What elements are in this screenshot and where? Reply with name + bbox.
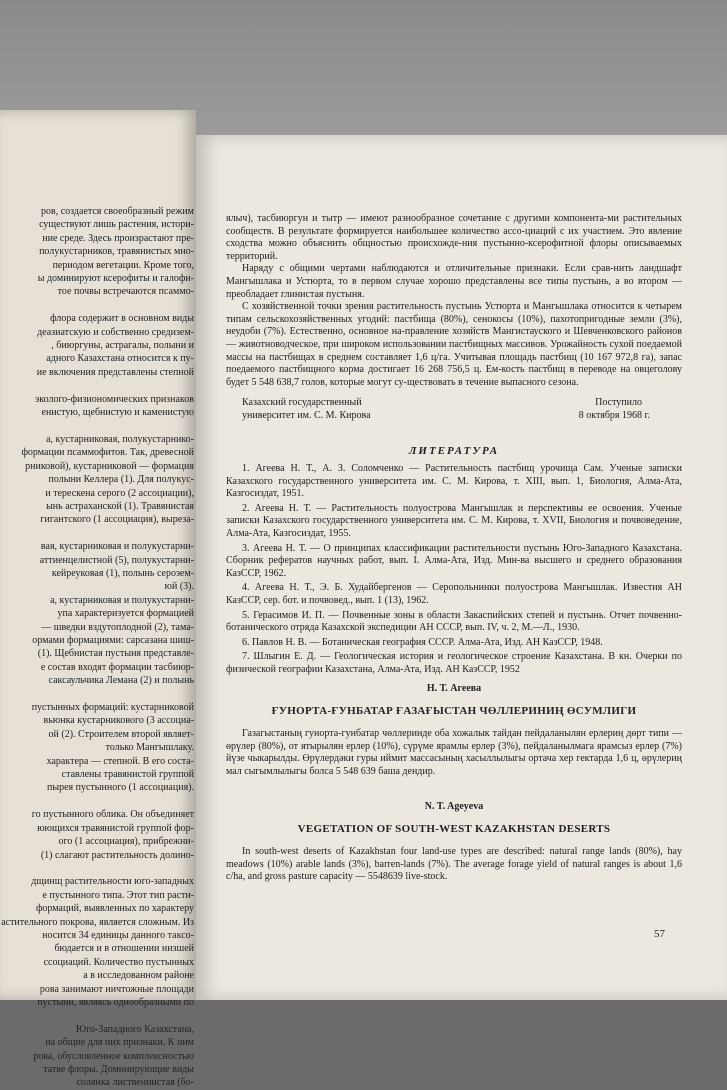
left-column-line: периодом вегетации. Кроме того, xyxy=(52,259,194,271)
left-column-line: и терескена серого (2 ассоциации), xyxy=(45,487,194,499)
right-page xyxy=(196,135,727,1000)
left-column-line xyxy=(0,420,194,433)
left-column-line: пырея пустынного (1 ассоциация). xyxy=(47,782,194,794)
english-author: N. T. Ageyeva xyxy=(424,801,484,812)
left-column-line: астительного покрова, является сложным. Из xyxy=(1,916,194,928)
left-column-line: характера — степной. В его соста- xyxy=(46,755,194,767)
english-title: VEGETATION OF SOUTH-WEST KAZAKHSTAN DESERTS xyxy=(297,823,611,835)
article-ending xyxy=(226,213,682,389)
left-column-line xyxy=(0,1009,194,1022)
left-column-line: е состав входят формации тасбиюр- xyxy=(40,661,194,673)
left-column-line: формаций, выявленных по характеру xyxy=(35,903,194,915)
left-column-line: кейреуковая (1), полынь серозем- xyxy=(51,567,194,579)
left-column-line: гигантского (1 ассоциация), выреза- xyxy=(40,514,194,526)
reference-item: 6. Павлов Н. В. — Ботаническая география СССР. Алма-Ата, Изд. АН КазССР, 1948. xyxy=(242,636,603,648)
left-column-line: ого (1 ассоциация), прибрежни- xyxy=(58,836,194,848)
page-number: 57 xyxy=(654,928,665,940)
received-line-2: 8 октября 1968 г. xyxy=(578,409,650,421)
left-column-line: полыни Келлера (1). Для полукус- xyxy=(48,474,194,486)
left-page xyxy=(0,110,196,1089)
left-column-line: юй (3). xyxy=(164,581,194,593)
left-column-line: юющихся травянистой группой фор- xyxy=(37,822,194,834)
left-column-line: ие включения представлены степной xyxy=(36,366,194,378)
reference-item: 7. Шлыгин Е. Д. — Геологическая история и геологическое строение Казахстана. В кн. Очерки по физической географии Казахстана, Алма-Ата, Изд. АН КазССР, 1952 xyxy=(226,651,682,675)
reference-item: 1. Агеева Н. Т., А. З. Соломченко — Растительность пастбищ урочища Сам. Ученые записки Казахского государственного университета им. С. М. Кирова, т. XIII, вып. 1, Биология, Алма-Ата, Казгосиздат, 1951. xyxy=(226,463,682,500)
reference-item: 4. Агеева Н. Т., Э. Б. Худайбергенов — Серопольнинки полуострова Мангышлак. Известия АН КазССР, сер. бот. и почвовед., вып. 1 (13), 1962. xyxy=(226,582,682,606)
literature-heading: ЛИТЕРАТУРА xyxy=(408,445,500,457)
left-column-line: ссоциаций. Количество пустынных xyxy=(43,956,194,968)
left-column-line: ставлены травянистой группой xyxy=(61,769,194,781)
left-column-line: полукустарников, травянистых мно- xyxy=(39,246,194,258)
left-column-line: — шведки вздутоплодной (2), тама- xyxy=(41,621,194,633)
kazakh-summary: Газагыстаның гунорта-гунбатар чөллеринде оба хожалык тайдан пейдаланылян ерлериң дөрт типи — өрүлер (80%), от ятырылян ерлер (10%), сүрүме ярамлы ерлер (3%), пейдаланылмага ярамсыз ерлер (7%) йүзе чыкарылды. Өрүлердәки гуры иймит массасының хасыллылыгы ортача хер гектарда 1,6 ц, өрүлериң мал сыгымлылыгы болса 5 548 639 баша дендир. xyxy=(226,728,682,777)
left-column-line xyxy=(0,862,194,875)
left-column-line: пустынных формаций: кустарниковой xyxy=(31,702,194,714)
paragraph-1: ялыч), тасбиюргун и тытр — имеют разнообразное сочетание с другими компонента-ми растительных сообществ. В результате формируется наибольшее количество ассо-циаций с их участием. Это явление сходства можно объяснить общностью происхожде-ния пустынно-ксерофитной флоры описываемых территорий. xyxy=(226,213,682,262)
english-summary: In south-west deserts of Kazakhstan four land-use types are described: natural range lands (80%), hay meadows (10%) arable lands (3%), barren-lands (7%). The average forage yield of natural ranges is about 1,6 c/ha, and gross pasture capacity — 5548639 live-stock. xyxy=(226,846,682,883)
affiliation-line-2: университет им. С. М. Кирова xyxy=(242,409,371,421)
kazakh-author: Н. Т. Агеева xyxy=(426,683,482,694)
reference-item: 3. Агеева Н. Т. — О принципах классификации растительности пустынь Юго-Западного Казахстана. Сборник рефератов научных работ, вып. I. Алма-Ата, Изд. Мин-ва высшего и среднего образования КазССР, 1962. xyxy=(226,542,682,579)
left-column-line: Юго-Западного Казахстана, xyxy=(75,1023,194,1035)
left-column-line: эколого-физиономических признаков xyxy=(34,393,194,405)
left-column-line xyxy=(0,527,194,540)
left-column-line: ы доминируют ксерофиты и галофи- xyxy=(37,273,194,285)
received-line-1: Поступило xyxy=(595,397,642,408)
left-column-line: дщинщ растительности юго-западных xyxy=(31,876,194,888)
left-column-line: татве флоры. Доминирующие виды xyxy=(43,1064,194,1075)
left-column-line: рова занимают ничтожные площади xyxy=(39,983,194,995)
left-column-line xyxy=(0,795,194,808)
left-column-line: ормами формациями: сарсазана шиш- xyxy=(32,635,194,646)
left-column-line: ой (2). Строителем второй являет- xyxy=(48,728,194,740)
left-column-line: (1) слагают растительность долино- xyxy=(40,849,194,861)
left-column-line: а, кустарниковая и полукустарни- xyxy=(50,594,194,606)
left-column-line: тое почвы встречаются псаммо- xyxy=(57,286,194,298)
left-column-line: а, кустарниковая, полукустарнико- xyxy=(46,433,194,445)
left-page-text xyxy=(0,205,194,1090)
left-column-line: ние среде. Здесь произрастают пре- xyxy=(42,232,194,244)
left-column-line xyxy=(0,688,194,701)
left-column-line: носится 34 единицы данного таксо- xyxy=(42,929,194,941)
left-column-line: го пустынного облика. Он объединяет xyxy=(31,809,194,821)
affiliation-line-1: Казахский государственный xyxy=(242,397,362,408)
english-summary-block xyxy=(226,846,682,884)
left-column-line: деазиатскую и собственно средизем- xyxy=(37,326,194,338)
left-column-line xyxy=(0,379,194,392)
left-column-line: пустыни, являясь однообразными по xyxy=(37,996,194,1008)
kazakh-title: ҒУНОРТА-ҒУНБАТАР ҒАЗАҒЫСТАН ЧӨЛЛЕРИНИҢ ӨСУМЛИГИ xyxy=(271,705,637,717)
left-column-line: енистую, щебнистую и каменистую xyxy=(41,407,194,419)
references-list xyxy=(226,463,682,679)
kazakh-summary-block xyxy=(226,728,682,778)
left-column-line: флора содержит в основном виды xyxy=(50,313,194,325)
left-column-line: формации псаммофитов. Так, древесной xyxy=(21,447,194,459)
left-column-line: аттиенцелистной (5), полукустарни- xyxy=(39,554,194,566)
left-column-line: вая, кустарниковая и полукустарни- xyxy=(40,541,194,553)
paragraph-2: Наряду с общими чертами наблюдаются и отличительные признаки. Если срав-нить ландшафт Мангышлака и Устюрта, то в первом случае хорошо представлены все типы пустынь, а во втором — преобладает глинистая пустыня. xyxy=(226,263,682,300)
reference-item: 5. Герасимов И. П. — Почвенные зоны в области Закаспийских степей и пустынь. Отчет почвенно-ботанического отряда Казахской экспедиции АН СССР, вып. IV, ч. 2, М.—Л., 1930. xyxy=(226,609,682,634)
left-column-line: рниковой), кустарниковой — формация xyxy=(25,460,194,472)
left-column-line: ров, создается своеобразный режим xyxy=(40,206,194,217)
left-column-line: вьюнка кустарникового (3 ассоциа- xyxy=(43,715,194,727)
left-column-line: (1). Щебнистая пустыня представле- xyxy=(37,648,194,660)
left-column-line: а в исследованном районе xyxy=(83,970,194,982)
left-column-line: саксаульчика Лемана (2) и полынь xyxy=(48,675,194,687)
left-column-line: бюдается и в отношении низшей xyxy=(54,943,194,955)
left-column-line: существуют лишь растения, истори- xyxy=(39,219,194,231)
left-column-line: адного Казахстана относится к пу- xyxy=(46,353,194,365)
left-column-line xyxy=(0,299,194,312)
left-column-line: упа характеризуется формацией xyxy=(57,608,194,620)
paragraph-3: С хозяйственной точки зрения растительность пустынь Устюрта и Мангышлака относится к четырем типам сельскохозяйственных угодий: пастбища (80%), сенокосы (10%), пахотопригодные земли (3%), неудоби (7%). Естественно, основное на-правление хозяйств Мангистауского и Шевченковского районов — животноводческое, при широком использовании пастбищных массивов. Урожайность сухой поедаемой массы на пастбищах в среднем составляет 1,6 ц/га. Учитывая площадь пастбищ (10 167 972,8 га), запас поедаемого пастбищного корма достигает 16 268 756,5 ц. Ем-кость пастбищ в переводе на овцеголову будет 5 548 638,7 голов, которые могут су-ществовать в течение выпасного сезона. xyxy=(226,301,682,388)
affiliation-block xyxy=(226,397,682,422)
reference-item: 2. Агеева Н. Т. — Растительность полуострова Мангышлак и перспективы ее освоения. Ученые записки Казахского государственного университета им. С. М. Кирова, т. XVII, Биология и почвоведение, Алма-Ата, Казгосиздат, 1955. xyxy=(226,502,682,539)
left-column-line: е пустынного типа. Этот тип расти- xyxy=(42,889,194,901)
left-column-line: рова, обусловленное комплексностью xyxy=(33,1050,194,1062)
left-column-line: ынь астраханской (1). Травянистая xyxy=(46,500,194,512)
left-column-line: солянка лиственнистая (бо- xyxy=(76,1077,194,1089)
left-column-line: на общие для них признаки. К ним xyxy=(45,1037,194,1049)
left-column-line: , биюргуны, астрагалы, полыни и xyxy=(51,340,194,352)
left-column-line: только Мангышлаку. xyxy=(105,742,194,754)
